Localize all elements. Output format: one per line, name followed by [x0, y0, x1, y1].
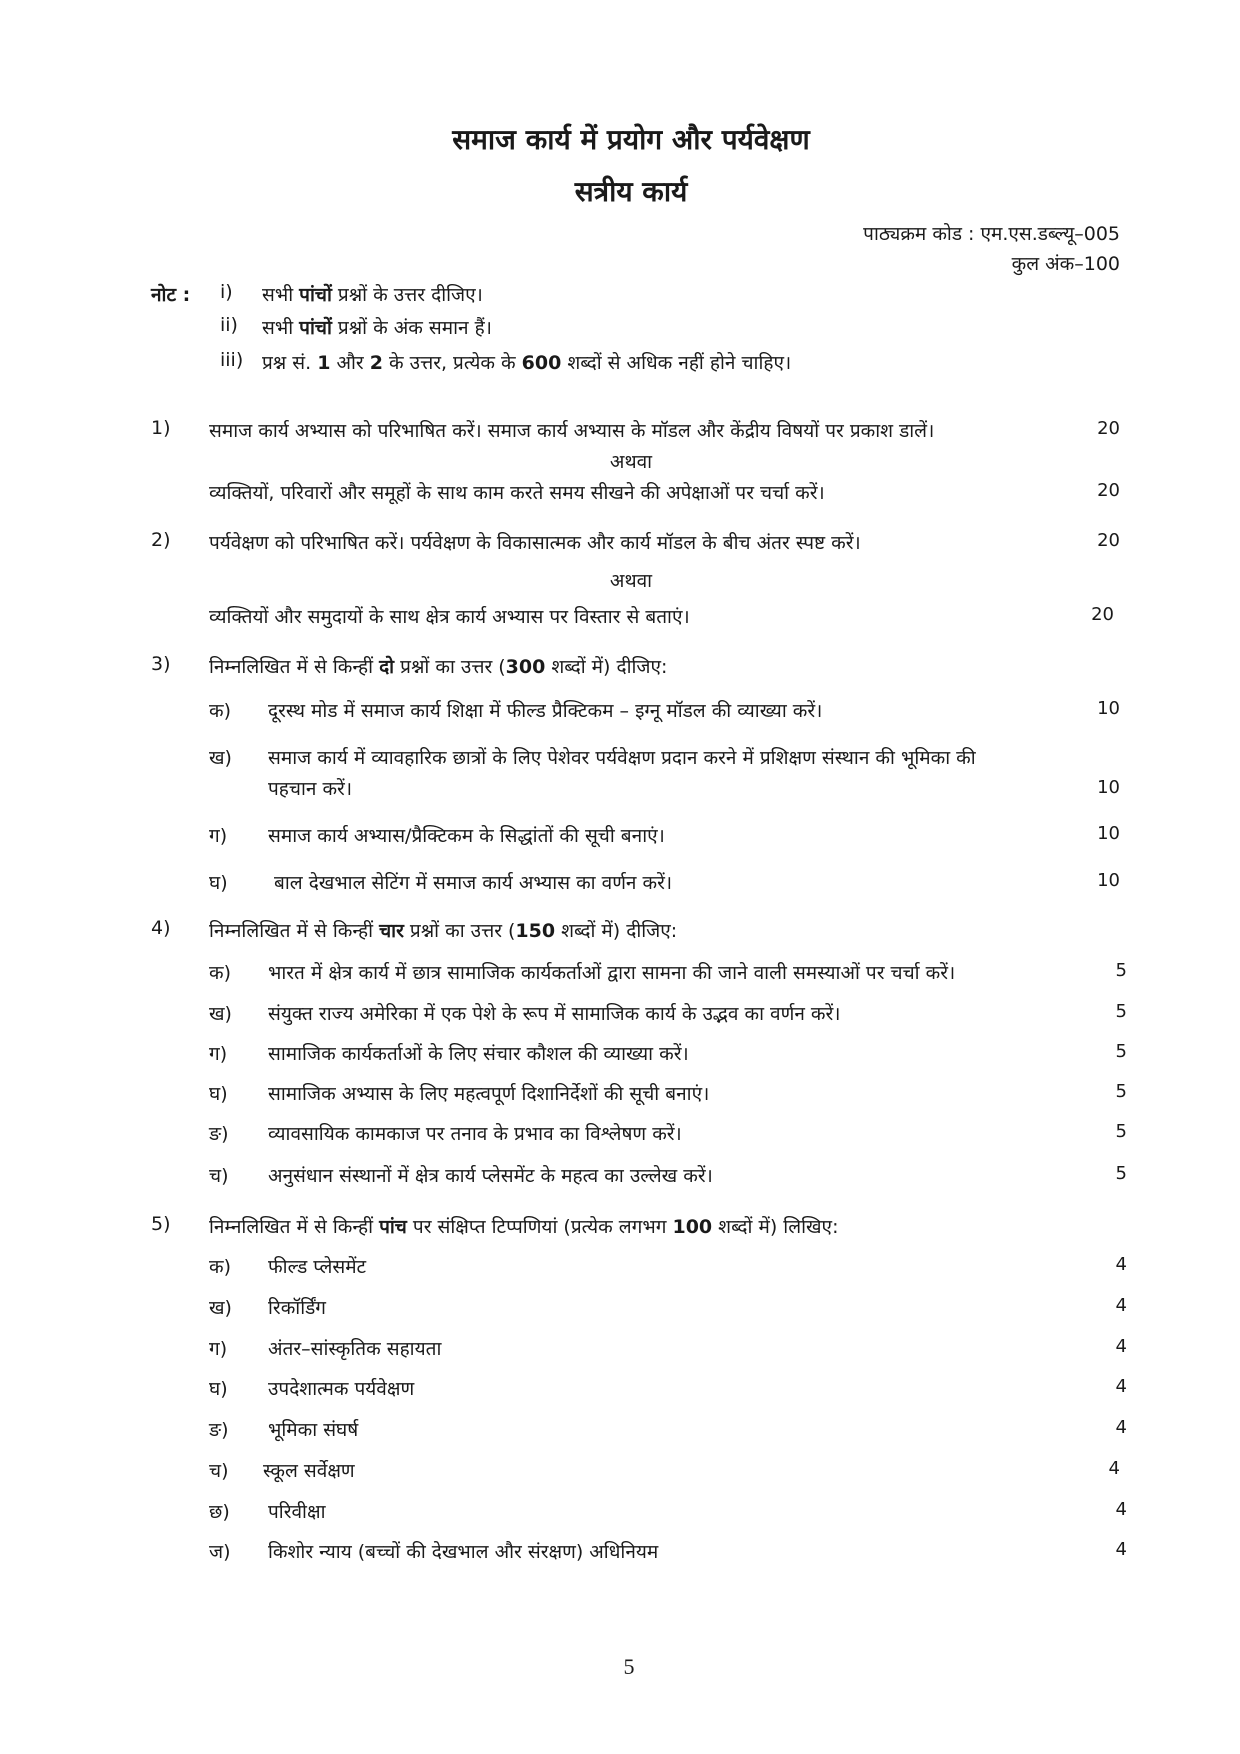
subitem-text: संयुक्त राज्य अमेरिका में एक पेशे के रूप में सामाजिक कार्य के उद्भव का वर्णन करें।: [268, 1003, 841, 1025]
subitem-marks: 4: [1115, 1539, 1127, 1560]
question-marks: 20: [1097, 418, 1120, 439]
question-marks: 20: [1097, 530, 1120, 551]
or-label: अथवा: [609, 451, 653, 473]
subitem-label: ग): [209, 1043, 228, 1065]
subitem-text: दूरस्थ मोड में समाज कार्य शिक्षा में फील्ड प्रैक्टिकम – इग्नू मॉडल की व्याख्या करें।: [268, 700, 823, 722]
subitem-text: व्यावसायिक कामकाज पर तनाव के प्रभाव का विश्लेषण करें।: [268, 1123, 682, 1145]
subitem-marks: 4: [1115, 1336, 1127, 1357]
subitem-label: घ): [209, 872, 228, 894]
subitem-marks: 10: [1097, 698, 1120, 719]
subitem-label: ग): [209, 825, 228, 847]
page-title: समाज कार्य में प्रयोग और पर्यवेक्षण: [452, 123, 810, 156]
subitem-text: परिवीक्षा: [268, 1501, 326, 1523]
note-num: iii): [220, 349, 244, 371]
subitem-marks: 4: [1108, 1458, 1120, 1479]
question-number: 3): [151, 653, 171, 675]
course-code: पाठ्यक्रम कोड : एम.एस.डब्ल्यू–005: [863, 223, 1120, 245]
subitem-text: समाज कार्य में व्यावहारिक छात्रों के लिए पेशेवर पर्यवेक्षण प्रदान करने में प्रशिक्षण संस्थान की भूमिका की: [268, 747, 976, 769]
subitem-marks: 10: [1097, 870, 1120, 891]
question-text: पर्यवेक्षण को परिभाषित करें। पर्यवेक्षण के विकासात्मक और कार्य मॉडल के बीच अंतर स्पष्ट करें।: [209, 532, 861, 554]
subitem-marks: 4: [1115, 1295, 1127, 1316]
subitem-text: अनुसंधान संस्थानों में क्षेत्र कार्य प्लेसमेंट के महत्व का उल्लेख करें।: [268, 1165, 713, 1187]
subitem-text: फील्ड प्लेसमेंट: [268, 1256, 367, 1278]
subitem-marks: 10: [1097, 823, 1120, 844]
subitem-marks: 4: [1115, 1376, 1127, 1397]
question-text: निम्नलिखित में से किन्हीं पांच पर संक्षिप्त टिप्पणियां (प्रत्येक लगभग 100 शब्दों में) लिखिए:: [209, 1216, 839, 1238]
subitem-label: घ): [209, 1378, 228, 1400]
question-alt-text: व्यक्तियों, परिवारों और समूहों के साथ काम करते समय सीखने की अपेक्षाओं पर चर्चा करें।: [209, 482, 825, 504]
question-text: समाज कार्य अभ्यास को परिभाषित करें। समाज कार्य अभ्यास के मॉडल और केंद्रीय विषयों पर प्रकाश डालें।: [209, 420, 935, 442]
subitem-text: अंतर–सांस्कृतिक सहायता: [268, 1338, 442, 1360]
subitem-label: ख): [209, 1003, 232, 1025]
subitem-text: सामाजिक कार्यकर्ताओं के लिए संचार कौशल की व्याख्या करें।: [268, 1043, 689, 1065]
subitem-marks: 4: [1115, 1254, 1127, 1275]
question-number: 4): [151, 917, 171, 939]
subitem-label: घ): [209, 1083, 228, 1105]
subitem-text-cont: पहचान करें।: [268, 778, 353, 800]
subitem-text: सामाजिक अभ्यास के लिए महत्वपूर्ण दिशानिर्देशों की सूची बनाएं।: [268, 1083, 710, 1105]
subitem-marks: 4: [1115, 1499, 1127, 1520]
subitem-marks: 10: [1097, 777, 1120, 798]
subitem-label: ङ): [209, 1419, 229, 1441]
subitem-label: ख): [209, 1297, 232, 1319]
note-num: ii): [220, 314, 238, 336]
page-subtitle: सत्रीय कार्य: [574, 175, 688, 208]
subitem-marks: 5: [1115, 1041, 1127, 1062]
question-text: निम्नलिखित में से किन्हीं दो प्रश्नों का उत्तर (300 शब्दों में) दीजिए:: [209, 656, 668, 678]
question-number: 5): [151, 1213, 171, 1235]
question-marks: 20: [1097, 480, 1120, 501]
subitem-text: स्कूल सर्वेक्षण: [263, 1460, 355, 1482]
question-alt-text: व्यक्तियों और समुदायों के साथ क्षेत्र कार्य अभ्यास पर विस्तार से बताएं।: [209, 606, 690, 628]
question-number: 1): [151, 417, 171, 439]
subitem-marks: 4: [1115, 1417, 1127, 1438]
subitem-text: किशोर न्याय (बच्चों की देखभाल और संरक्षण) अधिनियम: [268, 1541, 659, 1563]
subitem-text: बाल देखभाल सेटिंग में समाज कार्य अभ्यास का वर्णन करें।: [274, 872, 673, 894]
page-number: 5: [623, 1654, 635, 1679]
subitem-label: ग): [209, 1338, 228, 1360]
note-num: i): [220, 281, 233, 303]
subitem-label: च): [209, 1165, 229, 1187]
subitem-marks: 5: [1115, 1163, 1127, 1184]
subitem-text: भारत में क्षेत्र कार्य में छात्र सामाजिक कार्यकर्ताओं द्वारा सामना की जाने वाली समस्याओं पर चर्चा करें।: [268, 962, 956, 984]
question-text: निम्नलिखित में से किन्हीं चार प्रश्नों का उत्तर (150 शब्दों में) दीजिए:: [209, 920, 678, 942]
subitem-text: उपदेशात्मक पर्यवेक्षण: [268, 1378, 415, 1400]
note-label: नोट :: [151, 284, 191, 306]
total-marks: कुल अंक–100: [1011, 253, 1120, 275]
subitem-label: ङ): [209, 1123, 229, 1145]
subitem-label: क): [209, 962, 232, 984]
note-item: सभी पांचों प्रश्नों के अंक समान हैं।: [262, 317, 492, 339]
subitem-label: च): [209, 1460, 229, 1482]
note-item: सभी पांचों प्रश्नों के उत्तर दीजिए।: [262, 284, 483, 306]
subitem-marks: 5: [1115, 1081, 1127, 1102]
subitem-label: ख): [209, 747, 232, 769]
subitem-marks: 5: [1115, 1001, 1127, 1022]
question-marks: 20: [1091, 604, 1114, 625]
subitem-marks: 5: [1115, 1121, 1127, 1142]
subitem-marks: 5: [1115, 960, 1127, 981]
subitem-label: ज): [209, 1541, 231, 1563]
subitem-label: क): [209, 1256, 232, 1278]
or-label: अथवा: [609, 570, 653, 592]
subitem-text: भूमिका संघर्ष: [268, 1419, 359, 1441]
question-number: 2): [151, 529, 171, 551]
subitem-label: छ): [209, 1501, 230, 1523]
subitem-text: समाज कार्य अभ्यास/प्रैक्टिकम के सिद्धांतों की सूची बनाएं।: [268, 825, 665, 847]
note-item: प्रश्न सं. 1 और 2 के उत्तर, प्रत्येक के 600 शब्दों से अधिक नहीं होने चाहिए।: [262, 352, 792, 374]
subitem-text: रिकॉर्डिंग: [268, 1297, 326, 1319]
subitem-label: क): [209, 700, 232, 722]
